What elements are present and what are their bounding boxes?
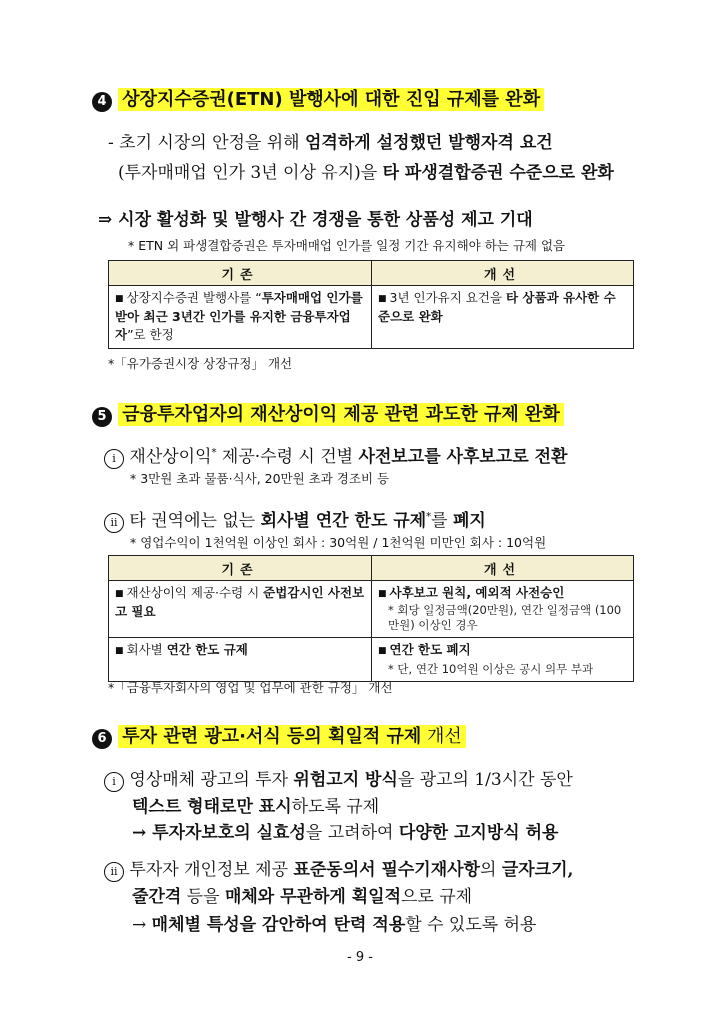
s4-td-before: ■ 상장지수증권 발행사를 “투자매매업 인가를 받아 최근 3년간 인가를 유지한 금융투자업자”로 한정 (109, 286, 372, 349)
s4-line1: - 초기 시장의 안정을 위해 엄격하게 설정했던 발행자격 요건 (108, 133, 553, 153)
s5-item-ii-note: * 영업수익이 1천억원 이상인 회사 : 30억원 / 1천억원 미만인 회사 : 10억원 (130, 535, 547, 550)
s5-item-i-note: * 3만원 초과 물품·식사, 20만원 초과 경조비 등 (130, 471, 390, 486)
s5-r2-after: ■ 연간 한도 폐지 * 단, 연간 10억원 이상은 공시 의무 부과 (372, 638, 634, 682)
roman-ii-marker: ii (104, 513, 124, 533)
s6-item-i-l1: i 영상매체 광고의 투자 위험고지 방식을 광고의 1/3시간 동안 (104, 765, 573, 792)
section-4-number: 4 (92, 92, 112, 112)
s4-line2: (투자매매업 인가 3년 이상 유지)을 타 파생결합증권 수준으로 완화 (118, 163, 614, 183)
roman-i-marker: i (104, 449, 124, 469)
s4-note: * ETN 외 파생결합증권은 투자매매업 인가를 일정 기간 유지해야 하는 규제 없음 (128, 238, 566, 253)
s4-th-after: 개선 (372, 261, 634, 286)
s6-item-ii-l2: 줄간격 등을 매체와 무관하게 획일적으로 규제 (132, 887, 473, 907)
s5-r2-before: ■ 회사별 연간 한도 규제 (109, 638, 372, 682)
section-4-title: 상장지수증권(ETN) 발행사에 대한 진입 규제를 완화 (118, 88, 544, 111)
section-5-heading (92, 400, 564, 427)
section-6-heading (92, 722, 466, 749)
s5-item-i: i 재산상이익* 제공·수령 시 건별 사전보고를 사후보고로 전환 (104, 442, 567, 469)
s5-th-after: 개선 (372, 556, 634, 581)
section-4-heading (92, 85, 544, 112)
s6-item-ii-l3: → 매체별 특성을 감안하여 탄력 적용할 수 있도록 허용 (132, 915, 537, 935)
s6-item-i-l2: 텍스트 형태로만 표시하도록 규제 (132, 797, 380, 817)
page-number: - 9 - (347, 950, 373, 965)
roman-ii-marker: ii (104, 862, 124, 882)
s6-item-i-l3: → 투자자보호의 실효성을 고려하여 다양한 고지방식 허용 (132, 823, 559, 843)
s4-comparison-table (108, 260, 634, 349)
s4-th-before: 기존 (109, 261, 372, 286)
s4-arrow-line: ⇒ 시장 활성화 및 발행사 간 경쟁을 통한 상품성 제고 기대 (98, 210, 533, 230)
s5-r1-after: ■ 사후보고 원칙, 예외적 사전승인 * 회당 일정금액(20만원), 연간 일정금액 (100만원) 이상인 경우 (372, 581, 634, 638)
s6-item-ii-l1: ii 투자자 개인정보 제공 표준동의서 필수기재사항의 글자크기, (104, 855, 573, 882)
s5-r1-before: ■ 재산상이익 제공·수령 시 준법감시인 사전보고 필요 (109, 581, 372, 638)
s5-th-before: 기존 (109, 556, 372, 581)
section-5-number: 5 (92, 407, 112, 427)
s5-comparison-table (108, 555, 634, 682)
s5-footnote: *「금융투자회사의 영업 및 업무에 관한 규정」 개선 (108, 680, 393, 695)
roman-i-marker: i (104, 772, 124, 792)
section-6-number: 6 (92, 729, 112, 749)
s5-item-ii: ii 타 권역에는 없는 회사별 연간 한도 규제*를 폐지 (104, 506, 486, 533)
s4-td-after: ■ 3년 인가유지 요건을 타 상품과 유사한 수준으로 완화 (372, 286, 634, 349)
section-5-title: 금융투자업자의 재산상이익 제공 관련 과도한 규제 완화 (118, 403, 564, 426)
s4-footnote: *「유가증권시장 상장규정」 개선 (108, 356, 293, 371)
section-6-title: 투자 관련 광고·서식 등의 획일적 규제 개선 (118, 725, 466, 748)
